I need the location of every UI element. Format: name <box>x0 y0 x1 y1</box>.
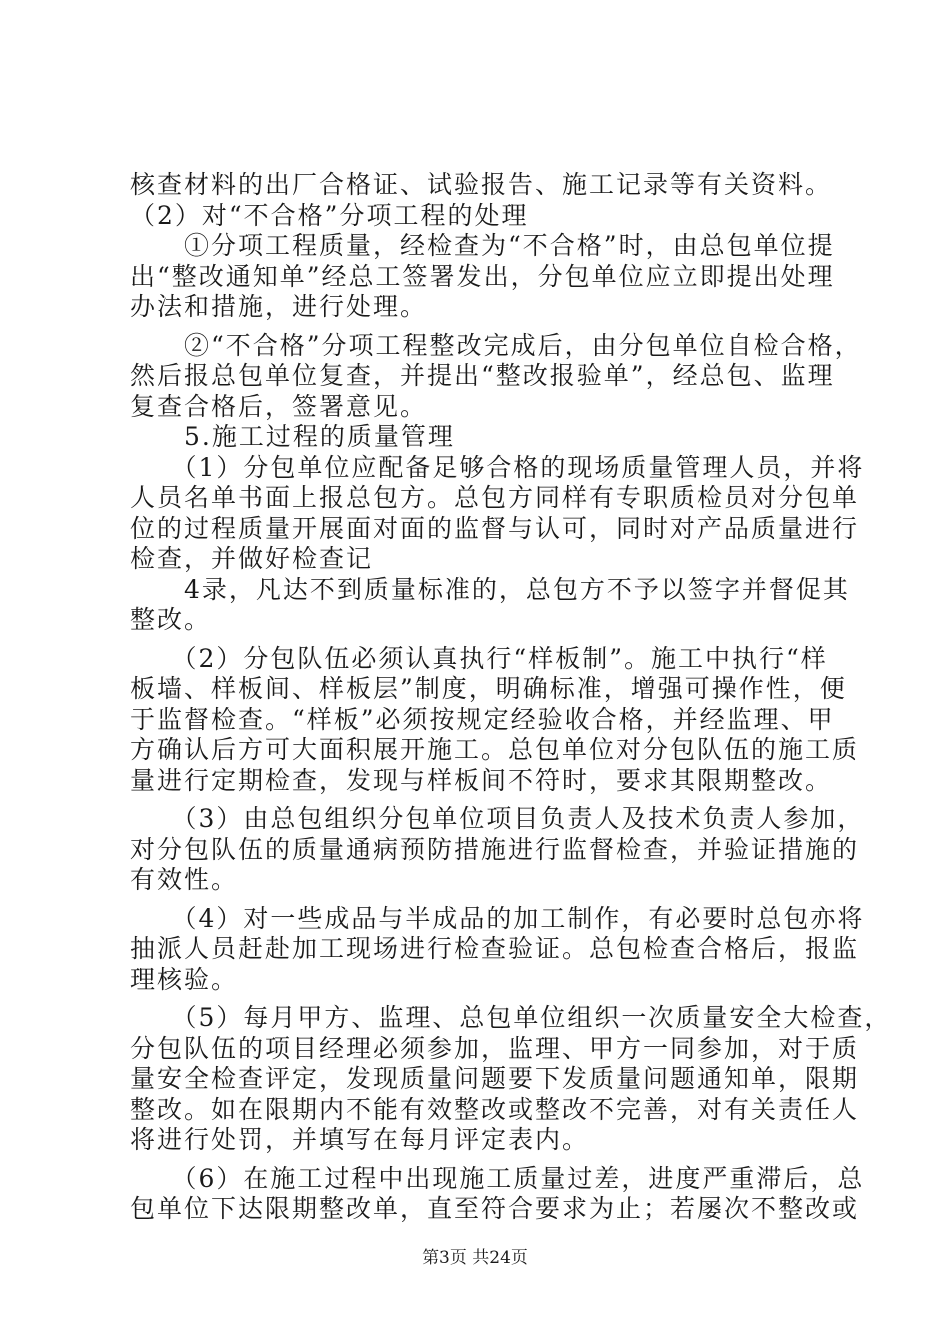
text-line: 理核验。 <box>130 964 239 994</box>
text-line: 量进行定期检查，发现与样板间不符时，要求其限期整改。 <box>130 765 833 795</box>
text-line: 量安全检查评定，发现质量问题要下发质量问题通知单，限期 <box>130 1064 860 1093</box>
text-line: 将进行处罚，并填写在每月评定表内。 <box>130 1125 590 1154</box>
section-heading: 5.施工过程的质量管理 <box>130 422 455 451</box>
text-line: 板墙、样板间、样板层”制度，明确标准，增强可操作性，便 <box>130 674 847 703</box>
text-line: 方确认后方可大面积展开施工。总包单位对分包队伍的施工质 <box>130 735 860 764</box>
text-line: 出“整改通知单”经总工签署发出，分包单位应立即提出处理 <box>130 261 835 291</box>
section-heading: （2）对“不合格”分项工程的处理 <box>130 200 529 230</box>
text-line: ①分项工程质量，经检查为“不合格”时，由总包单位提 <box>130 231 835 260</box>
text-line: 然后报总包单位复查，并提出“整改报验单”，经总包、监理 <box>130 361 835 390</box>
text-line: （3）由总包组织分包单位项目负责人及技术负责人参加， <box>130 804 865 833</box>
text-line: （6）在施工过程中出现施工质量过差，进度严重滞后，总 <box>130 1163 865 1193</box>
text-line: （1）分包单位应配备足够合格的现场质量管理人员，并将 <box>130 452 865 482</box>
text-line: （4）对一些成品与半成品的加工制作，有必要时总包亦将 <box>130 903 865 933</box>
text-line: 整改。如在限期内不能有效整改或整改不完善，对有关责任人 <box>130 1094 860 1124</box>
text-line: 核查材料的出厂合格证、试验报告、施工记录等有关资料。 <box>130 170 833 199</box>
text-line: 整改。 <box>130 605 212 634</box>
text-line: （2）分包队伍必须认真执行“样板制”。施工中执行“样 <box>130 643 828 673</box>
text-line: 包单位下达限期整改单，直至符合要求为止；若屡次不整改或 <box>130 1194 860 1223</box>
text-line: 4录，凡达不到质量标准的，总包方不予以签字并督促其 <box>130 574 850 604</box>
text-line: 检查，并做好检查记 <box>130 544 374 573</box>
text-line: 人员名单书面上报总包方。总包方同样有专职质检员对分包单 <box>130 483 860 512</box>
text-line: （5）每月甲方、监理、总包单位组织一次质量安全大检查， <box>130 1003 892 1032</box>
text-line: 位的过程质量开展面对面的监督与认可，同时对产品质量进行 <box>130 513 860 543</box>
text-line: 于监督检查。“样板”必须按规定经验收合格，并经监理、甲 <box>130 704 835 734</box>
text-line: 办法和措施，进行处理。 <box>130 292 428 321</box>
text-line: ②“不合格”分项工程整改完成后，由分包单位自检合格， <box>130 330 862 360</box>
text-line: 复查合格后，签署意见。 <box>130 391 428 421</box>
text-line: 抽派人员赶赴加工现场进行检查验证。总包检查合格后，报监 <box>130 934 860 963</box>
text-line: 有效性。 <box>130 865 239 894</box>
text-line: 分包队伍的项目经理必须参加，监理、甲方一同参加，对于质 <box>130 1033 860 1063</box>
text-line: 对分包队伍的质量通病预防措施进行监督检查，并验证措施的 <box>130 834 860 864</box>
document-body <box>130 170 892 1225</box>
page-number-footer: 第3页 共24页 <box>422 1248 528 1268</box>
